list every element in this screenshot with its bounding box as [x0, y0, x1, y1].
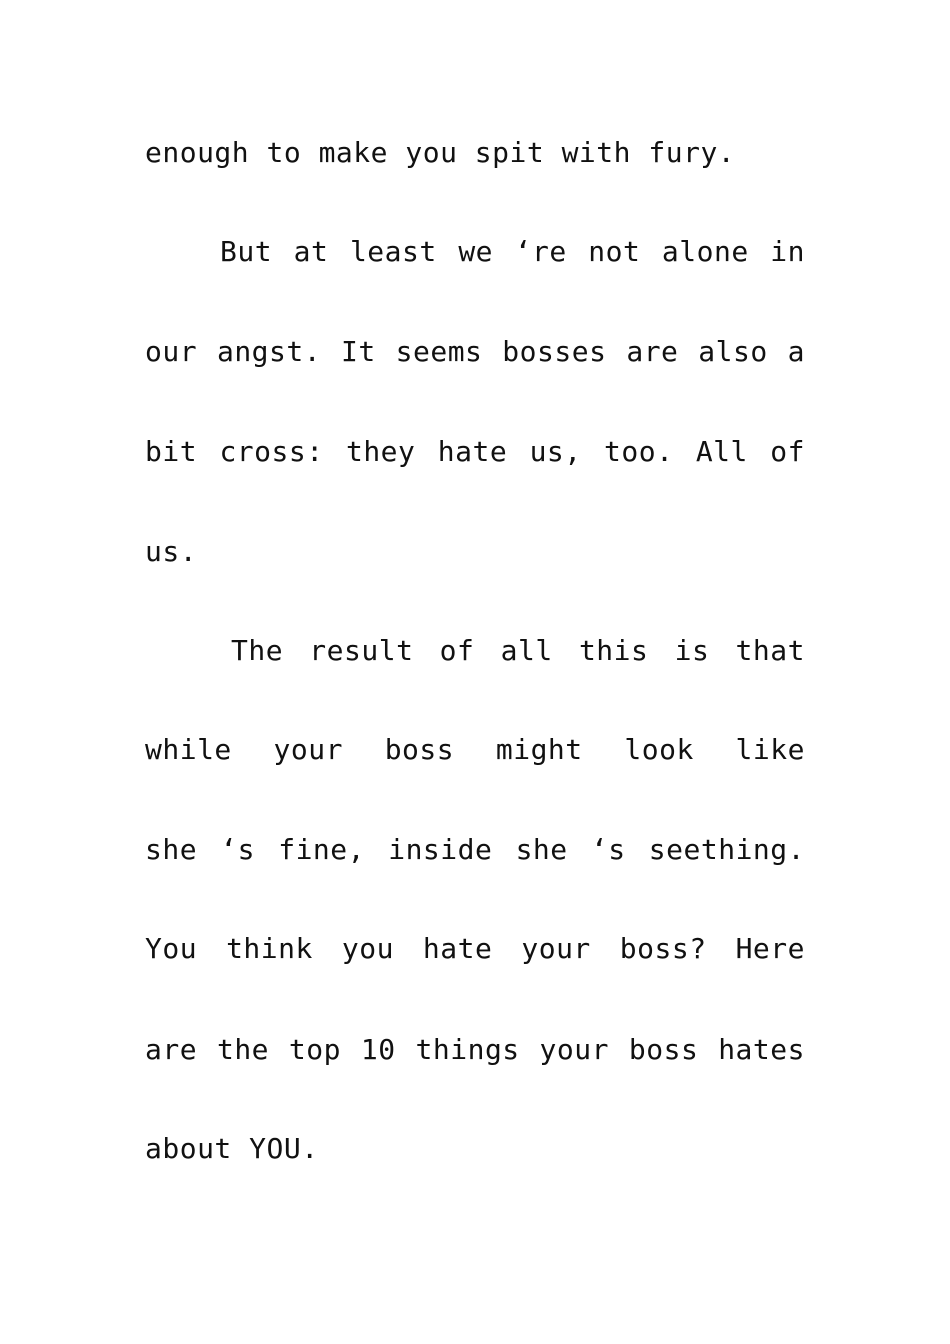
text-line: You think you hate your boss? Here [145, 932, 805, 965]
text-line: us. [145, 535, 198, 568]
text-line: But at least we ‘re not alone in [220, 235, 805, 268]
text-line: The result of all this is that [231, 634, 805, 667]
text-line: while your boss might look like [145, 733, 805, 766]
text-line: are the top 10 things your boss hates [145, 1033, 805, 1066]
text-line: bit cross: they hate us, too. All of [145, 435, 805, 468]
text-line: enough to make you spit with fury. [145, 136, 736, 169]
text-line: about YOU. [145, 1132, 319, 1165]
text-line: our angst. It seems bosses are also a [145, 335, 805, 368]
text-line: she ‘s fine, inside she ‘s seething. [145, 833, 805, 866]
